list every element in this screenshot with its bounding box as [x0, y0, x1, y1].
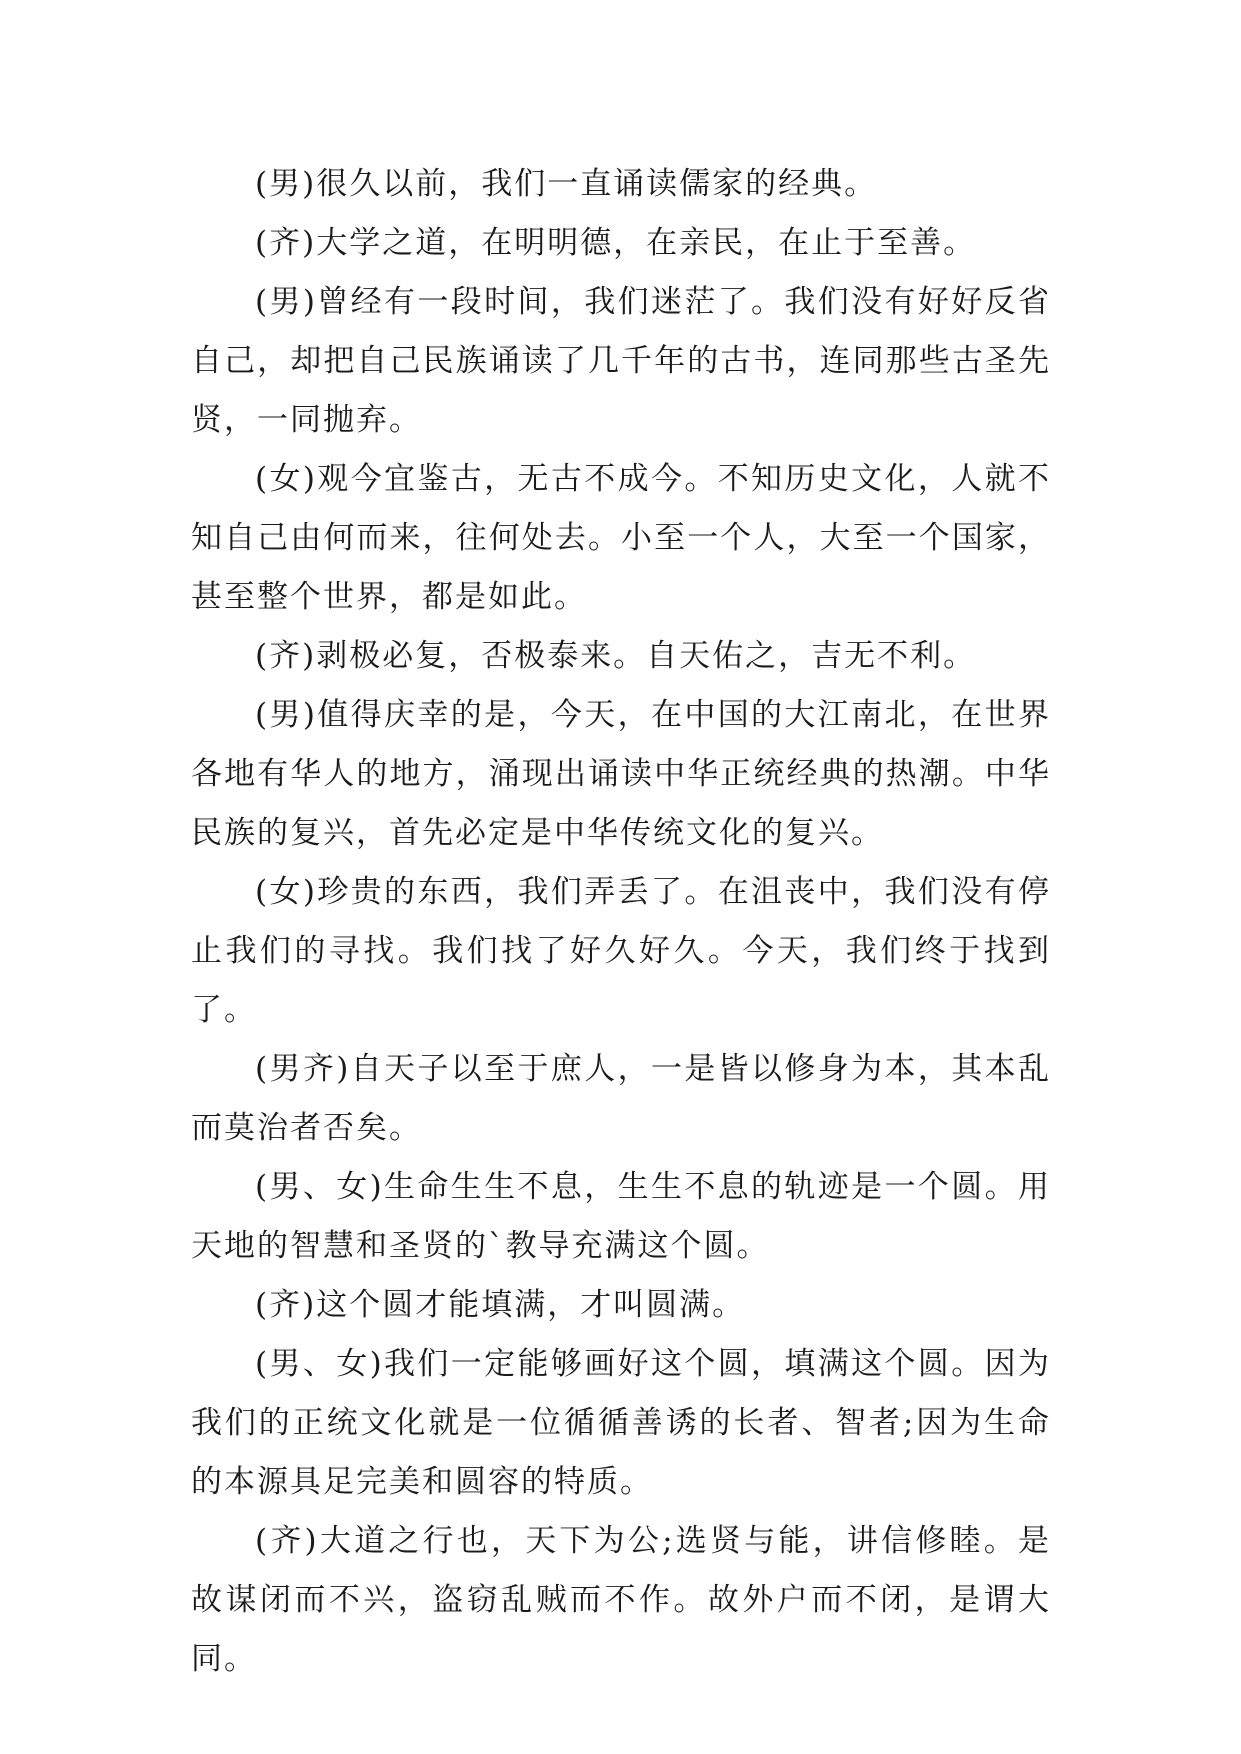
paragraph-12: (齐)大道之行也，天下为公;选贤与能，讲信修睦。是故谋闭而不兴，盗窃乱贼而不作。故外户而不闭，是谓大同。: [191, 1523, 1051, 1677]
paragraph-11: (男、女)我们一定能够画好这个圆，填满这个圆。因为我们的正统文化就是一位循循善诱的长者、智者;因为生命的本源具足完美和圆容的特质。: [191, 1346, 1051, 1500]
paragraph-7: (女)珍贵的东西，我们弄丢了。在沮丧中，我们没有停止我们的寻找。我们找了好久好久。今天，我们终于找到了。: [191, 874, 1051, 1028]
paragraph-8: (男齐)自天子以至于庶人，一是皆以修身为本，其本乱而莫治者否矣。: [191, 1051, 1051, 1146]
paragraph-4: (女)观今宜鉴古，无古不成今。不知历史文化，人就不知自己由何而来，往何处去。小至一个人，大至一个国家，甚至整个世界，都是如此。: [191, 461, 1051, 615]
paragraph-6: (男)值得庆幸的是，今天，在中国的大江南北，在世界各地有华人的地方，涌现出诵读中华正统经典的热潮。中华民族的复兴，首先必定是中华传统文化的复兴。: [191, 697, 1051, 851]
paragraph-5: (齐)剥极必复，否极泰来。自天佑之，吉无不利。: [255, 638, 977, 674]
paragraph-10: (齐)这个圆才能填满，才叫圆满。: [255, 1287, 746, 1323]
paragraph-1: (男)很久以前，我们一直诵读儒家的经典。: [255, 166, 878, 202]
paragraph-3: (男)曾经有一段时间，我们迷茫了。我们没有好好反省自己，却把自己民族诵读了几千年的古书，连同那些古圣先贤，一同抛弃。: [191, 284, 1051, 438]
document-body: [191, 155, 1051, 1689]
paragraph-9: (男、女)生命生生不息，生生不息的轨迹是一个圆。用天地的智慧和圣贤的`教导充满这个圆。: [191, 1169, 1051, 1264]
paragraph-2: (齐)大学之道，在明明德，在亲民，在止于至善。: [255, 225, 977, 261]
